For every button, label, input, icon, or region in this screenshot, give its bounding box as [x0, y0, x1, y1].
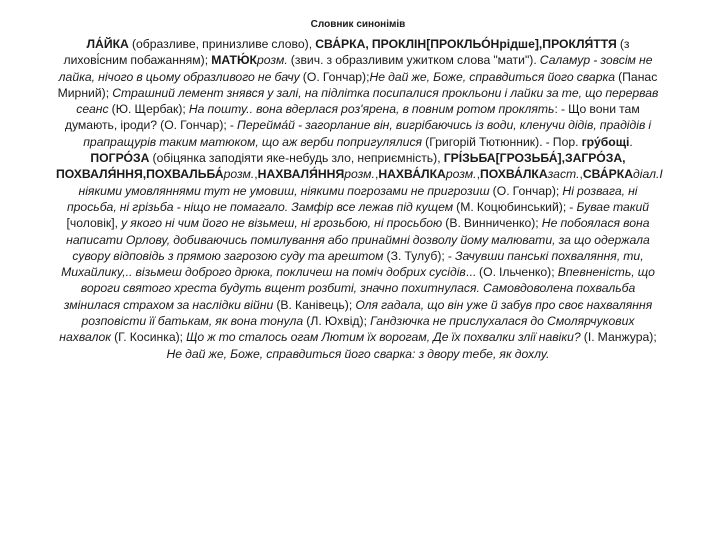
usage-label: розм. — [223, 167, 255, 182]
example-quote: На пошту.. вона вдерлася роз'ярена, в повним ротом проклять — [188, 102, 555, 117]
document-title: Словник синонімів — [310, 19, 406, 30]
dictionary-entry-pohroza — [56, 150, 663, 362]
example-quote: Гандзючка не прислухалася до Смолярчукових нахвалок — [59, 314, 635, 345]
example-quote: Перейма́й - загорлание він, вигрібаючись із води, кленучи дідів, прадідів і прапращурів таким матюком, що аж верби попригулялися — [83, 118, 652, 149]
example-source: (І. Манжура); — [580, 330, 657, 345]
cross-reference: гру́бощі — [581, 134, 630, 149]
example-source: (О. Гончар); — [489, 183, 563, 198]
example-source: ... (О. Ільченко); — [465, 265, 558, 280]
usage-label: заст. — [547, 167, 580, 182]
example-source: : - Що вони там думають, іроди? (О. Гончар); - — [64, 102, 640, 133]
punctuation: . — [629, 134, 633, 149]
usage-label: розм. — [257, 53, 288, 68]
example-source: (Г. Косинка); — [111, 330, 187, 345]
example-quote: Саламур - зовсім не лайка, нічого в цьому образливого не бачу — [58, 53, 653, 84]
example-source: (Л. Юхвід); — [303, 314, 371, 329]
synonym: МАТЮ́К — [211, 53, 258, 68]
example-quote: Оля гадала, що він уже й забув про своє нахваляння розповісти її батькам, як вона тонула — [81, 297, 653, 329]
headword: ЛА́ЙКА — [86, 37, 129, 51]
example-source: (М. Коцюбинський); - — [453, 199, 577, 214]
example-quote: у якого ні чим його не візьмеш, ні грозьбою, ні просьбою — [121, 216, 443, 231]
usage-label: розм. — [445, 167, 477, 182]
example-quote: Впевненість, що вороги святого хреста будуть вщент розбиті, значно похитнулася. Самовдоволена похвальба змінилася страхом за наслідки війни — [63, 265, 655, 312]
document-page — [56, 18, 663, 362]
example-quote: Ні розвага, ні просьба, ні грізьба - ніщо не помагало. Замфір все лежав під кущем — [66, 183, 638, 214]
example-quote: Зачувши панські похваляння, ти, Михайлику,.. візьмеш доброго дрюка, покличеш на поміч добрих сусідів — [61, 248, 644, 280]
example-insert: [чоловік], — [66, 216, 122, 231]
example-source: (О. Гончар); — [299, 69, 370, 84]
example-quote: Не дай же, Боже, справдиться його сварка — [369, 69, 616, 84]
example-quote: Страшний лемент знявся у залі, на підлітка посипалися прокльони і лайки за те, що перервав сеанс — [76, 85, 659, 117]
example-quote: Бувае такий — [576, 199, 650, 214]
synonyms: ГРІ́ЗЬБА[ГРОЗЬБА́],ЗАГРО́ЗА, ПОХВАЛЯ́ННЯ,ПОХВАЛЬБА́ — [56, 151, 626, 182]
synonym: ПОХВА́ЛКА — [479, 167, 548, 182]
synonym-note: (звич. з образливим ужитком слова "мати"). — [287, 53, 540, 68]
headword: ПОГРО́ЗА — [90, 151, 150, 166]
dictionary-entry-layka — [56, 36, 660, 150]
example-quote: Що ж то сталось огам Лютим їх ворогам, Де їх похвалки злії навіки? — [186, 330, 581, 345]
synonym: НАХВА́ЛКА — [378, 167, 446, 182]
example-source: (Григорій Тютюнник). - Пор. — [422, 134, 582, 149]
definition: (образливе, принизливе слово), — [128, 37, 316, 51]
synonym: СВА́РКА — [582, 167, 634, 182]
synonym: НАХВАЛЯ́ННЯ — [257, 167, 345, 182]
example-source: (З. Тулуб); - — [383, 248, 456, 263]
usage-label: розм. — [344, 167, 375, 182]
definition: (обіцянка заподіяти яке-небудь зло, неприємність), — [149, 151, 444, 166]
synonym-note: (з лихові́сним побажанням); — [63, 37, 630, 68]
example-quote: Не побоялася вона написати Орлову, добиваючись помилування або принаймні дозволу йому малювати, за що одержала суворy відповідь з прямою загрозою суду та арештом — [66, 216, 650, 263]
example-source: (Панас Мирний); — [57, 69, 658, 100]
example-quote: Не дай же, Боже, справдиться його сварка: з двору тебе, як дохлу. — [166, 346, 550, 361]
example-source: (В. Канівець); — [273, 297, 356, 312]
synonyms: СВА́РКА, ПРОКЛІН[ПРОКЛЬО́Нрідше],ПРОКЛЯ́ТТЯ — [315, 37, 617, 51]
punctuation: , — [579, 167, 583, 182]
usage-label: діал. — [633, 167, 660, 182]
example-quote: І ніякими умовляннями тут не умовиш, ніякими погрозами не пригрозиш — [78, 167, 663, 198]
punctuation: , — [374, 167, 379, 182]
example-source: (Ю. Щербак); — [108, 102, 189, 117]
example-source: (В. Винниченко); — [442, 216, 542, 231]
punctuation: , — [476, 167, 480, 182]
punctuation: , — [254, 167, 258, 182]
